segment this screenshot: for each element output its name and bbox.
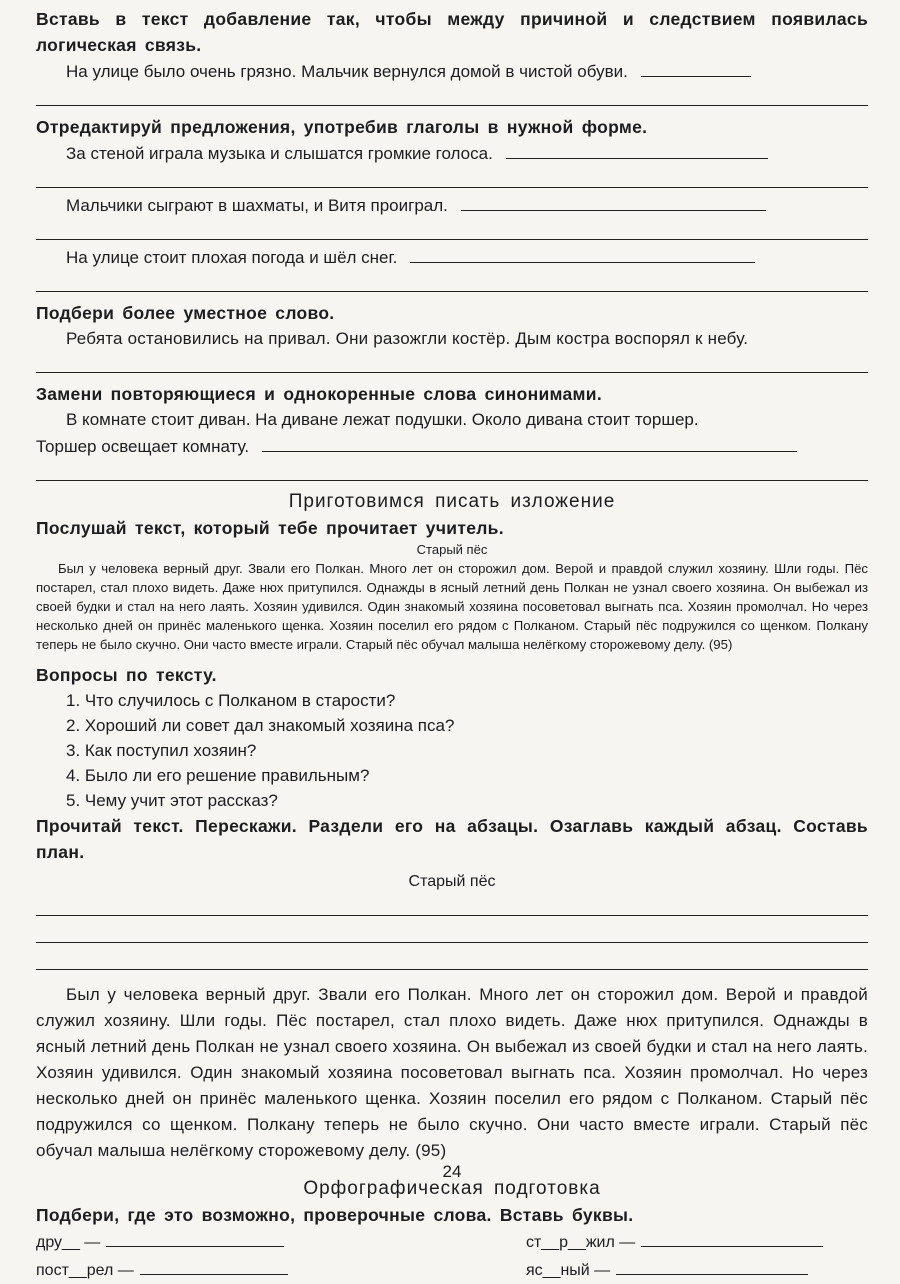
answer-line[interactable]	[36, 219, 868, 240]
task2-sentence-3	[36, 244, 868, 271]
listen-instruction: Послушай текст, который тебе прочитает учитель.	[36, 518, 504, 538]
ortho-row-1	[36, 1228, 868, 1256]
ortho-word-cell	[452, 1256, 868, 1284]
answer-line[interactable]	[36, 271, 868, 292]
task1-sentence	[36, 58, 868, 85]
task2-sentence-1-text: За стеной играла музыка и слышатся громкие голоса.	[66, 144, 493, 163]
answer-line[interactable]	[36, 352, 868, 373]
task2-instruction: Отредактируй предложения, употребив глаголы в нужной форме.	[36, 117, 648, 137]
task4-line-2	[36, 433, 868, 460]
answer-line[interactable]	[262, 433, 797, 452]
answer-line[interactable]	[506, 140, 768, 159]
question-item: 1. Что случилось с Полканом в старости?	[66, 691, 396, 710]
answer-line[interactable]	[616, 1256, 808, 1275]
ortho-word: ст__р__жил —	[526, 1234, 636, 1251]
answer-line[interactable]	[461, 192, 766, 211]
ortho-row-2	[36, 1256, 868, 1284]
story-title-large: Старый пёс	[408, 873, 496, 890]
task1-sentence-text: На улице было очень грязно. Мальчик вернулся домой в чистой обуви.	[66, 62, 628, 81]
questions-list	[36, 688, 868, 813]
task4-line-1: В комнате стоит диван. На диване лежат подушки. Около дивана стоит торшер.	[66, 410, 699, 429]
answer-line[interactable]	[140, 1256, 288, 1275]
section-title-orfografia: Орфографическая подготовка	[303, 1178, 601, 1199]
answer-line[interactable]	[36, 943, 868, 970]
answer-line[interactable]	[641, 58, 751, 77]
ortho-word-cell	[36, 1256, 452, 1284]
answer-line[interactable]	[36, 460, 868, 481]
questions-title: Вопросы по тексту.	[36, 665, 217, 685]
orfo-instruction: Подбери, где это возможно, проверочные слова. Вставь буквы.	[36, 1205, 634, 1225]
task3-instruction: Подбери более уместное слово.	[36, 303, 335, 323]
answer-line[interactable]	[36, 85, 868, 106]
task4-instruction: Замени повторяющиеся и однокоренные слова синонимами.	[36, 384, 603, 404]
section-title-izlozhenie: Приготовимся писать изложение	[288, 491, 616, 512]
answer-line[interactable]	[36, 167, 868, 188]
task2-sentence-3-text: На улице стоит плохая погода и шёл снег.	[66, 248, 398, 267]
workbook-page	[36, 6, 868, 1279]
ortho-word: дру__ —	[36, 1234, 101, 1251]
answer-line[interactable]	[106, 1228, 284, 1247]
task1-instruction: Вставь в текст добавление так, чтобы между причиной и следствием появилась логическая связь.	[36, 9, 868, 55]
ortho-word: пост__рел —	[36, 1262, 134, 1279]
ortho-word: яс__ный —	[526, 1262, 611, 1279]
task4-line-2-text: Торшер освещает комнату.	[36, 437, 250, 456]
task3-sentence: Ребята остановились на привал. Они разожгли костёр. Дым костра воспорял к небу.	[66, 329, 749, 348]
page-number: 24	[442, 1162, 462, 1181]
question-item: 4. Было ли его решение правильным?	[66, 766, 370, 785]
answer-line[interactable]	[410, 244, 755, 263]
story-title-small: Старый пёс	[416, 542, 488, 557]
question-item: 3. Как поступил хозяин?	[66, 741, 257, 760]
task2-sentence-1	[36, 140, 868, 167]
ortho-word-cell	[452, 1228, 868, 1256]
ortho-word-cell	[36, 1228, 452, 1256]
question-item: 5. Чему учит этот рассказ?	[66, 791, 278, 810]
task5-instruction: Прочитай текст. Перескажи. Раздели его на абзацы. Озаглавь каждый абзац. Составь план.	[36, 816, 868, 862]
story-text-large: Был у человека верный друг. Звали его Полкан. Много лет он сторожил дом. Верой и правдой служил хозяину. Шли годы. Пёс постарел, стал плохо видеть. Даже нюх притупился. Однажды в ясный летний день Полкан не узнал своего хозяина. Он выбежал из своей будки и стал на него лаять. Хозяин удивился. Один знакомый хозяина посоветовал выгнать пса. Хозяин промолчал. Но через несколько дней он принёс маленького щенка. Хозяин поселил его рядом с Полканом. Старый пёс подружился со щенком. Полкану теперь не было скучно. Они часто вместе играли. Старый пёс обучал малыша нелёгкому сторожевому делу. (95)	[36, 985, 868, 1160]
story-text-small: Был у человека верный друг. Звали его Полкан. Много лет он сторожил дом. Верой и правдой служил хозяину. Шли годы. Пёс постарел, стал плохо видеть. Даже нюх притупился. Однажды в ясный летний день Полкан не узнал своего хозяина. Он выбежал из своей будки и стал на него лаять. Хозяин удивился. Один знакомый хозяина посоветовал выгнать пса. Хозяин промолчал. Но через несколько дней он принёс маленького щенка. Хозяин поселил его рядом с Полканом. Старый пёс подружился со щенком. Полкану теперь не было скучно. Они часто вместе играли. Старый пёс обучал малыша нелёгкому сторожевому делу. (95)	[36, 561, 868, 652]
answer-line[interactable]	[36, 895, 868, 916]
question-item: 2. Хороший ли совет дал знакомый хозяина пса?	[66, 716, 455, 735]
answer-line[interactable]	[36, 916, 868, 943]
answer-line[interactable]	[641, 1228, 823, 1247]
task2-sentence-2	[36, 192, 868, 219]
task2-sentence-2-text: Мальчики сыграют в шахматы, и Витя проиграл.	[66, 196, 448, 215]
